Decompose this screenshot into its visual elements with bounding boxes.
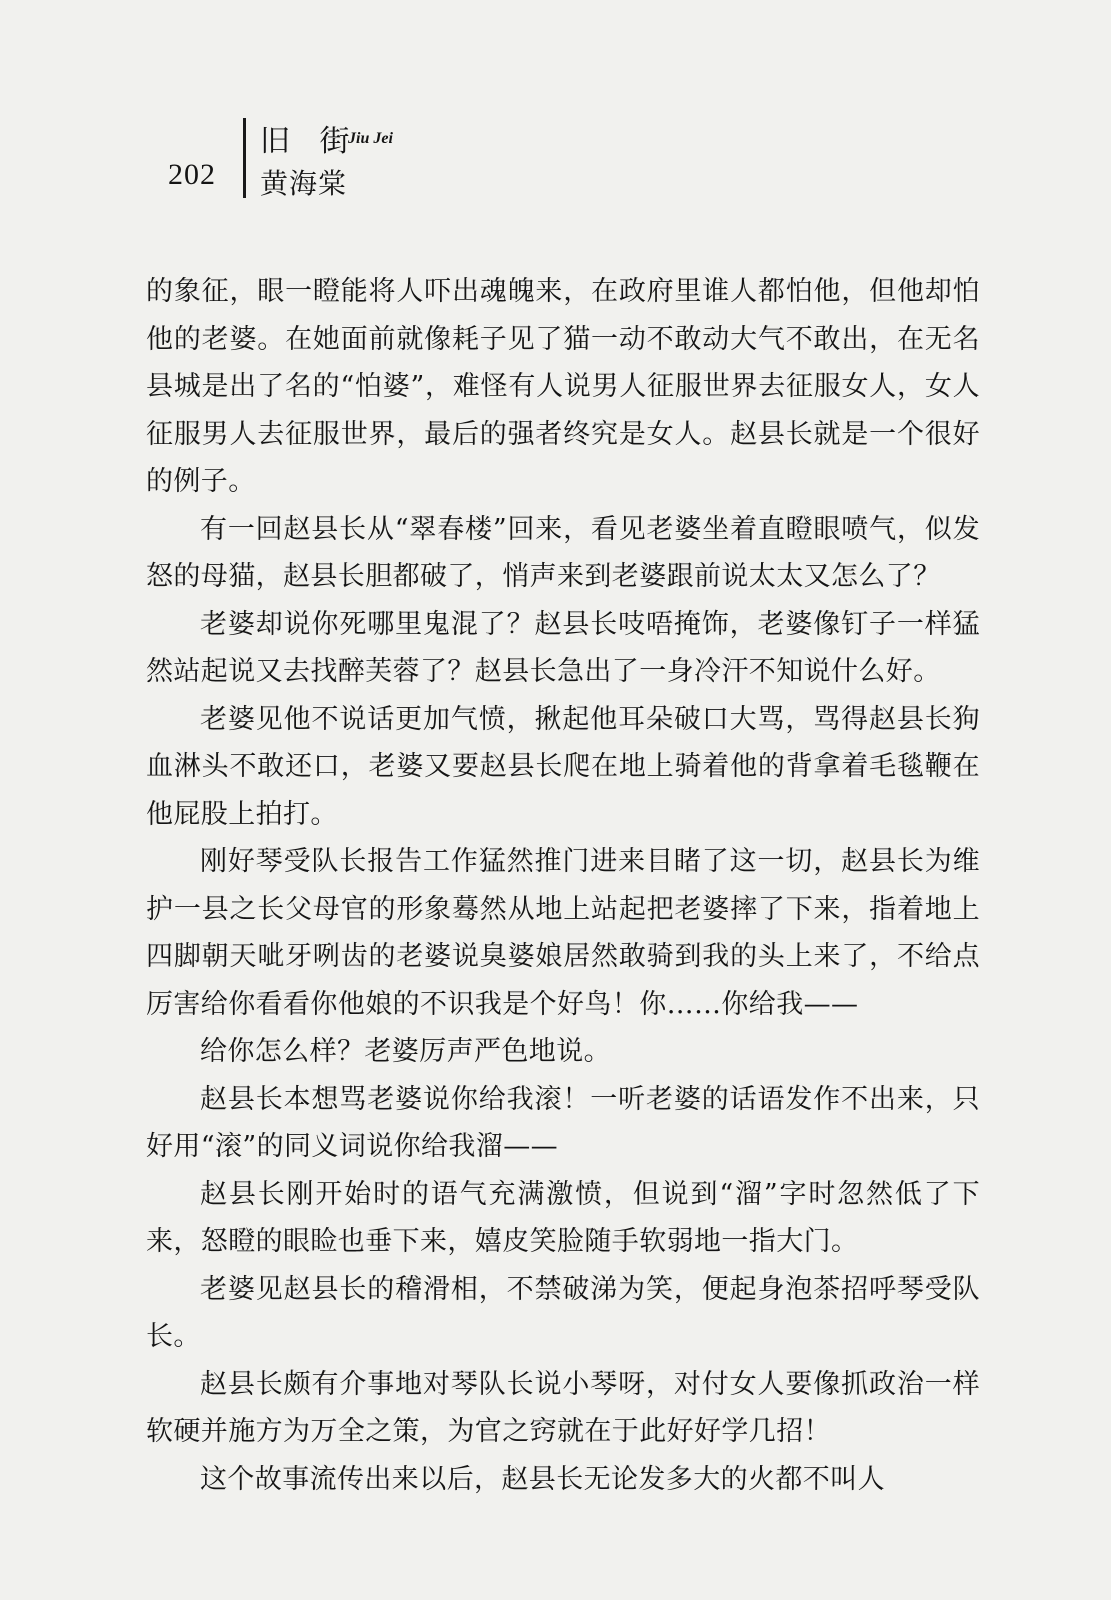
paragraph: 刚好琴受队长报告工作猛然推门进来目睹了这一切，赵县长为维护一县之长父母官的形象蓦然从地上站起把老婆摔了下来，指着地上四脚朝天呲牙咧齿的老婆说臭婆娘居然敢骑到我的头上来了，不给点厉害给你看看你他娘的不识我是个好鸟！你……你给我—— [146, 846, 980, 1020]
body-text [146, 268, 980, 1503]
header-divider [243, 118, 246, 198]
book-title-pinyin: Jiu Jei [348, 130, 393, 147]
paragraph: 这个故事流传出来以后，赵县长无论发多大的火都不叫人 [200, 1463, 885, 1495]
page-number: 202 [168, 158, 216, 191]
book-title: 旧 街 [260, 124, 360, 159]
paragraph: 赵县长刚开始时的语气充满激愤，但说到“溜”字时忽然低了下来，怒瞪的眼睑也垂下来，嬉皮笑脸随手软弱地一指大门。 [146, 1178, 980, 1257]
paragraph: 老婆见他不说话更加气愤，揪起他耳朵破口大骂，骂得赵县长狗血淋头不敢还口，老婆又要赵县长爬在地上骑着他的背拿着毛毯鞭在他屁股上拍打。 [146, 703, 980, 830]
paragraph: 老婆却说你死哪里鬼混了？赵县长吱唔掩饰，老婆像钉子一样猛然站起说又去找醉芙蓉了？赵县长急出了一身冷汗不知说什么好。 [146, 608, 980, 687]
author-name: 黄海棠 [260, 167, 348, 200]
paragraph: 给你怎么样？老婆厉声严色地说。 [200, 1036, 611, 1067]
paragraph: 有一回赵县长从“翠春楼”回来，看见老婆坐着直瞪眼喷气，似发怒的母猫，赵县长胆都破了，悄声来到老婆跟前说太太又怎么了？ [146, 513, 980, 592]
paragraph: 赵县长颇有介事地对琴队长说小琴呀，对付女人要像抓政治一样软硬并施方为万全之策，为官之窍就在于此好好学几招！ [146, 1368, 980, 1447]
paragraph: 赵县长本想骂老婆说你给我滚！一听老婆的话语发作不出来，只好用“滚”的同义词说你给我溜—— [146, 1083, 980, 1162]
paragraph: 的象征，眼一瞪能将人吓出魂魄来，在政府里谁人都怕他，但他却怕他的老婆。在她面前就像耗子见了猫一动不敢动大气不敢出，在无名县城是出了名的“怕婆”，难怪有人说男人征服世界去征服女人，女人征服男人去征服世界，最后的强者终究是女人。赵县长就是一个很好的例子。 [146, 276, 980, 497]
paragraph: 老婆见赵县长的稽滑相，不禁破涕为笑，便起身泡茶招呼琴受队长。 [146, 1273, 980, 1352]
